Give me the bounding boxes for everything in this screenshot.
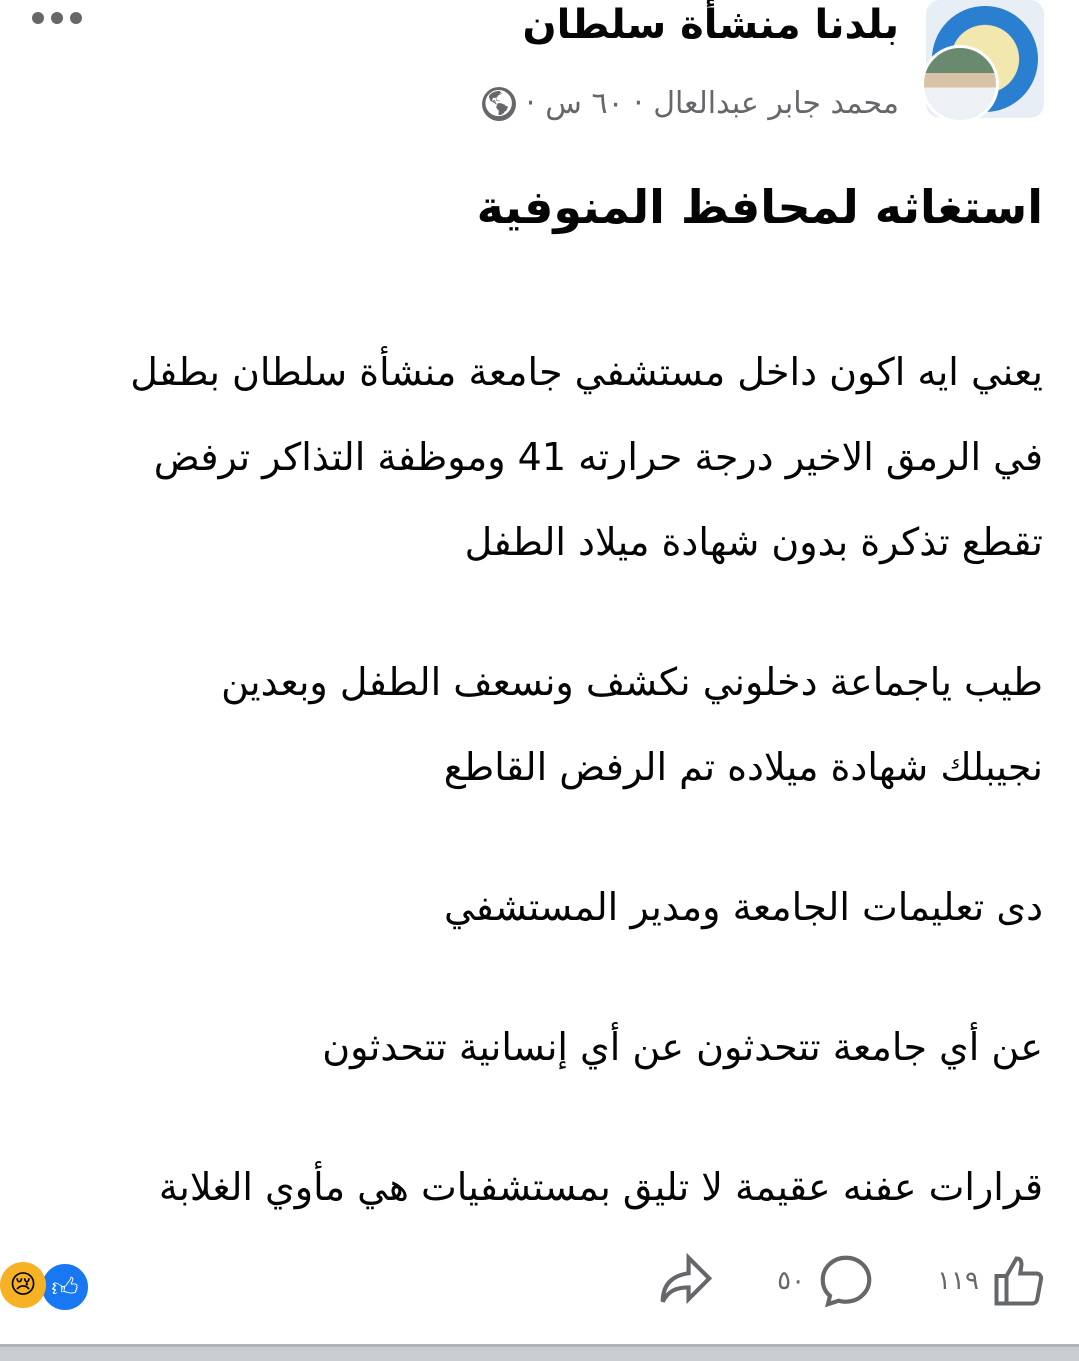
comment-icon xyxy=(815,1250,877,1312)
text-line: دى تعليمات الجامعة ومدير المستشفي xyxy=(443,885,1043,929)
dot xyxy=(51,12,63,24)
dot xyxy=(70,12,82,24)
text-line: قرارات عفنه عقيمة لا تليق بمستشفيات هي مأوي الغلابة xyxy=(158,1165,1043,1209)
group-avatar[interactable] xyxy=(924,0,1044,120)
group-name[interactable]: بلدنا منشأة سلطان xyxy=(522,2,899,48)
text-line: عن أي جامعة تتحدثون عن أي إنسانية تتحدثون xyxy=(322,1025,1043,1069)
paragraph xyxy=(43,865,1043,950)
post-meta xyxy=(482,86,899,121)
globe-icon: 🌎︎ xyxy=(482,88,516,119)
sad-reaction-icon: 😢 xyxy=(0,1262,46,1308)
paragraph xyxy=(43,1145,1043,1230)
post-time[interactable]: ٦٠ س xyxy=(545,86,624,121)
more-options-button[interactable] xyxy=(32,12,82,24)
thumbs-up-icon xyxy=(989,1251,1049,1311)
text-line: نجيبلك شهادة ميلاده تم الرفض القاطع xyxy=(443,745,1043,789)
text-line: تقطع تذكرة بدون شهادة ميلاد الطفل xyxy=(464,520,1043,564)
paragraph xyxy=(43,640,1043,810)
post-title: استغاثه لمحافظ المنوفية xyxy=(476,180,1043,234)
text-line: في الرمق الاخير درجة حرارته 41 وموظفة التذاكر ترفض xyxy=(153,435,1043,479)
more-dots-icon xyxy=(32,12,44,24)
paragraph xyxy=(43,1005,1043,1090)
text-line: طيب ياجماعة دخلوني نكشف ونسعف الطفل وبعدين xyxy=(221,660,1043,704)
separator: · xyxy=(525,86,536,121)
comment-button[interactable] xyxy=(777,1250,877,1312)
paragraph xyxy=(43,330,1043,585)
post-divider xyxy=(0,1344,1079,1361)
author-avatar[interactable] xyxy=(921,45,999,123)
post-body xyxy=(43,330,1043,1285)
like-button[interactable] xyxy=(937,1251,1049,1311)
like-reaction-icon: 👍︎ xyxy=(40,1262,90,1312)
reactions-summary[interactable] xyxy=(0,1262,90,1312)
comment-count: ٥٠ xyxy=(777,1266,806,1296)
share-button[interactable] xyxy=(655,1250,717,1312)
post-actions xyxy=(595,1250,1049,1312)
text-line: يعني ايه اكون داخل مستشفي جامعة منشأة سلطان بطفل xyxy=(130,350,1043,394)
share-icon xyxy=(655,1250,717,1312)
like-count: ١١٩ xyxy=(937,1266,979,1296)
separator: · xyxy=(633,86,644,121)
author-name[interactable]: محمد جابر عبدالعال xyxy=(653,86,899,121)
